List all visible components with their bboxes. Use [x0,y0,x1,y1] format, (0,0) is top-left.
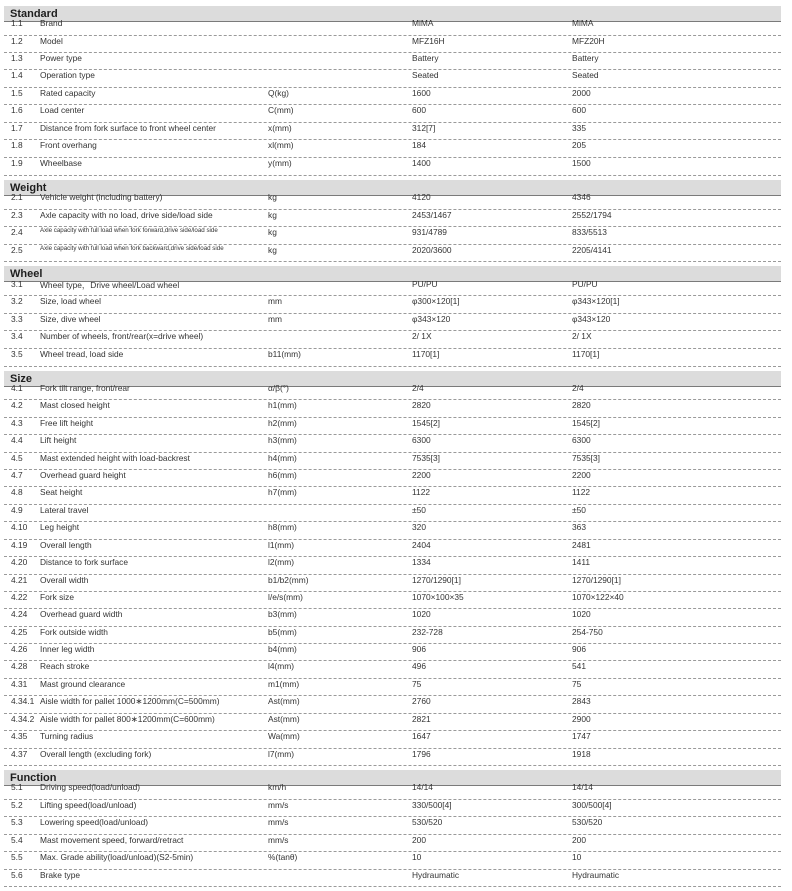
spec-item: Lift height [40,435,77,445]
spec-value-mfz16h: 2404 [412,540,431,550]
spec-item: Size, dive wheel [40,314,101,324]
spec-value-mfz16h: 2020/3600 [412,245,452,255]
spec-value-mfz16h: 530/520 [412,817,443,827]
spec-item: Front overhang [40,140,97,150]
spec-row [4,105,781,123]
spec-value-mfz16h: φ343×120 [412,314,451,324]
spec-value-mfz16h: ±50 [412,505,426,515]
spec-item: Rated capacity [40,88,96,98]
spec-value-mfz20h: 1270/1290[1] [572,575,621,585]
spec-row [4,296,781,314]
spec-number: 5.2 [11,800,23,810]
spec-value-mfz20h: 254-750 [572,627,603,637]
spec-unit: mm/s [268,835,289,845]
spec-number: 4.1 [11,383,23,393]
spec-unit: b4(mm) [268,644,297,654]
spec-number: 4.3 [11,418,23,428]
spec-item: Brand [40,18,63,28]
spec-row [4,88,781,105]
spec-value-mfz16h: Seated [412,70,439,80]
spec-item: Axle capacity with full load when fork forward,drive side/load side [40,227,218,234]
spec-unit: l2(mm) [268,557,295,567]
spec-item: Distance from fork surface to front wheel center [40,123,216,133]
spec-value-mfz20h: MFZ20H [572,36,605,46]
spec-value-mfz20h: 2900 [572,714,591,724]
spec-unit: mm [268,314,282,324]
spec-value-mfz20h: 541 [572,661,586,671]
spec-value-mfz20h: 205 [572,140,586,150]
spec-value-mfz16h: 2760 [412,696,431,706]
spec-value-mfz16h: 1020 [412,609,431,619]
spec-row [4,487,781,505]
spec-value-mfz16h: 600 [412,105,426,115]
spec-value-mfz16h: 2200 [412,470,431,480]
spec-value-mfz20h: 2200 [572,470,591,480]
spec-number: 3.1 [11,279,23,289]
spec-item: Lowering speed(load/unload) [40,817,149,827]
spec-value-mfz20h: 363 [572,522,586,532]
spec-value-mfz20h: Seated [572,70,599,80]
spec-row [4,383,781,400]
spec-value-mfz16h: 906 [412,644,426,654]
spec-value-mfz16h: 4120 [412,192,431,202]
spec-number: 4.35 [11,731,28,741]
spec-number: 4.4 [11,435,23,445]
spec-value-mfz20h: Hydraumatic [572,870,620,880]
spec-row [4,435,781,453]
spec-number: 4.34.2 [11,714,35,724]
spec-number: 4.34.1 [11,696,35,706]
spec-value-mfz16h: 2821 [412,714,431,724]
spec-value-mfz16h: 7535[3] [412,453,440,463]
spec-row [4,731,781,749]
spec-number: 4.25 [11,627,28,637]
spec-item: Overhead guard width [40,609,123,619]
spec-number: 4.26 [11,644,28,654]
spec-value-mfz16h: 1545[2] [412,418,440,428]
spec-unit: h1(mm) [268,400,297,410]
spec-value-mfz16h: 1334 [412,557,431,567]
spec-item: Mast extended height with load-backrest [40,453,190,463]
spec-number: 4.37 [11,749,28,759]
spec-value-mfz20h: φ343×120[1] [572,296,620,306]
spec-value-mfz16h: 2453/1467 [412,210,452,220]
spec-value-mfz16h: 1600 [412,88,431,98]
spec-unit: l7(mm) [268,749,295,759]
spec-value-mfz16h: 184 [412,140,426,150]
spec-row [4,592,781,609]
spec-number: 4.7 [11,470,23,480]
spec-value-mfz16h: 1796 [412,749,431,759]
spec-unit: b11(mm) [268,349,301,359]
spec-number: 5.1 [11,782,23,792]
spec-unit: h7(mm) [268,487,297,497]
spec-value-mfz20h: PU/PU [572,279,598,289]
spec-row [4,36,781,53]
spec-value-mfz20h: 2205/4141 [572,245,612,255]
spec-row [4,400,781,418]
spec-row [4,522,781,540]
spec-number: 4.28 [11,661,28,671]
spec-row [4,644,781,661]
spec-value-mfz16h: 6300 [412,435,431,445]
spec-value-mfz20h: 1500 [572,158,591,168]
spec-item: Seat height [40,487,83,497]
spec-unit: mm/s [268,817,289,827]
spec-row [4,140,781,158]
spec-number: 1.6 [11,105,23,115]
spec-value-mfz20h: 6300 [572,435,591,445]
spec-row [4,714,781,731]
spec-row [4,158,781,176]
spec-unit: C(mm) [268,105,294,115]
spec-item: Lateral travel [40,505,89,515]
spec-value-mfz16h: 312[7] [412,123,436,133]
spec-unit: y(mm) [268,158,292,168]
spec-number: 5.3 [11,817,23,827]
spec-item: Fork size [40,592,74,602]
spec-value-mfz16h: Battery [412,53,439,63]
spec-unit: Wa(mm) [268,731,300,741]
spec-value-mfz16h: Hydraumatic [412,870,460,880]
spec-unit: kg [268,210,277,220]
spec-number: 1.7 [11,123,23,133]
spec-value-mfz20h: 300/500[4] [572,800,612,810]
spec-value-mfz16h: 10 [412,852,422,862]
spec-value-mfz16h: 496 [412,661,426,671]
spec-number: 3.5 [11,349,23,359]
spec-value-mfz20h: 4346 [572,192,591,202]
spec-item: Axle capacity with no load, drive side/load side [40,210,213,220]
spec-number: 4.24 [11,609,28,619]
spec-number: 1.1 [11,18,23,28]
spec-unit: kg [268,245,277,255]
spec-value-mfz16h: 1122 [412,487,431,497]
spec-row [4,627,781,644]
spec-unit: mm [268,296,282,306]
spec-value-mfz16h: 931/4789 [412,227,447,237]
spec-unit: km/h [268,782,287,792]
spec-item: Fork tilt range, front/rear [40,383,130,393]
spec-row [4,245,781,262]
spec-item: Model [40,36,63,46]
spec-unit: %(tanθ) [268,852,298,862]
spec-item: Overall length (excluding fork) [40,749,152,759]
spec-value-mfz20h: 2843 [572,696,591,706]
spec-value-mfz20h: 1070×122×40 [572,592,624,602]
spec-value-mfz20h: 2/4 [572,383,584,393]
spec-row [4,418,781,435]
spec-row [4,800,781,817]
spec-item: Aisle width for pallet 1000∗1200mm(C=500mm) [40,696,220,706]
spec-value-mfz16h: 14/14 [412,782,433,792]
spec-item: Number of wheels, front/rear(x=drive wheel) [40,331,204,341]
spec-number: 3.3 [11,314,23,324]
section-title: Weight [10,181,47,194]
spec-number: 4.31 [11,679,28,689]
spec-value-mfz16h: 75 [412,679,422,689]
spec-value-mfz20h: 1545[2] [572,418,600,428]
spec-item: Wheelbase [40,158,82,168]
spec-unit: kg [268,227,277,237]
section-title: Size [10,372,33,385]
spec-row [4,70,781,88]
spec-number: 1.3 [11,53,23,63]
spec-row [4,453,781,470]
spec-value-mfz20h: Battery [572,53,599,63]
spec-row [4,609,781,627]
spec-item: Leg height [40,522,80,532]
spec-item: Distance to fork surface [40,557,128,567]
spec-number: 4.2 [11,400,23,410]
spec-row [4,557,781,575]
spec-unit: l4(mm) [268,661,295,671]
spec-value-mfz16h: 2/ 1X [412,331,432,341]
spec-value-mfz16h: 1070×100×35 [412,592,464,602]
spec-item: Overhead guard height [40,470,126,480]
spec-unit: xl(mm) [268,140,294,150]
spec-item: Lifting speed(load/unload) [40,800,137,810]
spec-row [4,835,781,852]
spec-value-mfz20h: 1122 [572,487,591,497]
spec-unit: mm/s [268,800,289,810]
spec-row [4,870,781,887]
spec-number: 4.19 [11,540,28,550]
spec-unit: b3(mm) [268,609,297,619]
spec-value-mfz20h: 2820 [572,400,591,410]
spec-value-mfz20h: 2552/1794 [572,210,612,220]
spec-value-mfz16h: 232-728 [412,627,443,637]
spec-number: 2.1 [11,192,23,202]
spec-value-mfz16h: 200 [412,835,426,845]
spec-number: 2.3 [11,210,23,220]
spec-item: Max. Grade ability(load/unload)(S2-5min) [40,852,194,862]
spec-number: 4.5 [11,453,23,463]
spec-value-mfz16h: φ300×120[1] [412,296,460,306]
spec-item: Wheel tread, load side [40,349,124,359]
spec-item: Wheel type，Drive wheel/Load wheel [40,280,180,290]
spec-value-mfz20h: 75 [572,679,582,689]
spec-row [4,227,781,245]
spec-item: Brake type [40,870,81,880]
spec-item: Overall width [40,575,89,585]
spec-unit: Ast(mm) [268,696,300,706]
spec-unit: b5(mm) [268,627,297,637]
spec-number: 4.9 [11,505,23,515]
spec-number: 5.6 [11,870,23,880]
spec-number: 4.22 [11,592,28,602]
spec-number: 3.2 [11,296,23,306]
section-title: Standard [10,7,58,20]
spec-number: 1.2 [11,36,23,46]
spec-item: Load center [40,105,85,115]
spec-value-mfz20h: 7535[3] [572,453,600,463]
spec-unit: b1/b2(mm) [268,575,309,585]
spec-row [4,749,781,766]
spec-row [4,575,781,592]
spec-item: Axle capacity with full load when fork backward,drive side/load side [40,245,224,252]
spec-row [4,817,781,835]
spec-value-mfz20h: 14/14 [572,782,593,792]
spec-value-mfz16h: 330/500[4] [412,800,452,810]
spec-number: 3.4 [11,331,23,341]
spec-unit: l1(mm) [268,540,295,550]
spec-value-mfz16h: 2/4 [412,383,424,393]
spec-item: Overall length [40,540,92,550]
spec-number: 4.10 [11,522,28,532]
spec-value-mfz20h: 600 [572,105,586,115]
spec-item: Driving speed(load/unload) [40,782,141,792]
spec-number: 2.4 [11,227,23,237]
spec-row [4,505,781,522]
spec-row [4,18,781,36]
spec-value-mfz20h: ±50 [572,505,586,515]
spec-unit: h3(mm) [268,435,297,445]
spec-value-mfz20h: 1020 [572,609,591,619]
spec-row [4,470,781,487]
spec-value-mfz20h: 2000 [572,88,591,98]
spec-value-mfz20h: MiMA [572,18,594,28]
spec-unit: x(mm) [268,123,292,133]
spec-unit: Q(kg) [268,88,289,98]
spec-item: Reach stroke [40,661,90,671]
spec-value-mfz20h: 1747 [572,731,591,741]
spec-row [4,540,781,557]
spec-value-mfz20h: 2/ 1X [572,331,592,341]
spec-item: Free lift height [40,418,94,428]
section-title: Function [10,771,57,784]
spec-item: Inner leg width [40,644,95,654]
spec-value-mfz16h: 1270/1290[1] [412,575,461,585]
spec-value-mfz20h: 2481 [572,540,591,550]
spec-unit: h6(mm) [268,470,297,480]
spec-unit: α/β(°) [268,383,289,393]
spec-value-mfz20h: 10 [572,852,582,862]
spec-value-mfz16h: 1170[1] [412,349,440,359]
spec-item: Size, load wheel [40,296,101,306]
spec-row [4,679,781,696]
spec-value-mfz20h: 833/5513 [572,227,607,237]
spec-value-mfz20h: φ343×120 [572,314,611,324]
spec-row [4,314,781,331]
spec-value-mfz20h: 530/520 [572,817,603,827]
spec-item: Power type [40,53,82,63]
spec-row [4,331,781,349]
spec-item: Fork outside width [40,627,108,637]
spec-value-mfz16h: 1647 [412,731,431,741]
spec-number: 5.5 [11,852,23,862]
spec-number: 1.4 [11,70,23,80]
spec-number: 2.5 [11,245,23,255]
spec-number: 4.8 [11,487,23,497]
spec-row [4,696,781,714]
spec-row [4,279,781,296]
spec-value-mfz16h: MFZ16H [412,36,445,46]
spec-value-mfz16h: 1400 [412,158,431,168]
spec-number: 1.8 [11,140,23,150]
spec-item: Mast movement speed, forward/retract [40,835,184,845]
spec-item: Mast ground clearance [40,679,126,689]
spec-value-mfz20h: 1170[1] [572,349,600,359]
spec-row [4,192,781,210]
spec-value-mfz16h: 320 [412,522,426,532]
spec-number: 4.20 [11,557,28,567]
spec-item: Operation type [40,70,95,80]
spec-value-mfz20h: 335 [572,123,586,133]
spec-unit: m1(mm) [268,679,300,689]
spec-item: Aisle width for pallet 800∗1200mm(C=600mm) [40,714,215,724]
spec-row [4,123,781,140]
spec-number: 4.21 [11,575,28,585]
section-title: Wheel [10,267,43,280]
spec-unit: Ast(mm) [268,714,300,724]
spec-unit: l/e/s(mm) [268,592,303,602]
spec-number: 1.9 [11,158,23,168]
spec-value-mfz20h: 906 [572,644,586,654]
spec-unit: kg [268,192,277,202]
spec-value-mfz16h: 2820 [412,400,431,410]
spec-value-mfz20h: 1918 [572,749,591,759]
spec-row [4,782,781,800]
spec-number: 5.4 [11,835,23,845]
spec-value-mfz16h: PU/PU [412,279,438,289]
spec-row [4,53,781,70]
spec-item: Vehicle weight (including battery) [40,192,163,202]
spec-unit: h4(mm) [268,453,297,463]
spec-item: Turning radius [40,731,94,741]
spec-row [4,852,781,870]
spec-item: Mast closed height [40,400,110,410]
spec-row [4,661,781,679]
spec-row [4,349,781,367]
spec-value-mfz20h: 200 [572,835,586,845]
spec-unit: h2(mm) [268,418,297,428]
spec-unit: h8(mm) [268,522,297,532]
spec-row [4,210,781,227]
spec-value-mfz20h: 1411 [572,557,591,567]
spec-value-mfz16h: MiMA [412,18,434,28]
spec-number: 1.5 [11,88,23,98]
